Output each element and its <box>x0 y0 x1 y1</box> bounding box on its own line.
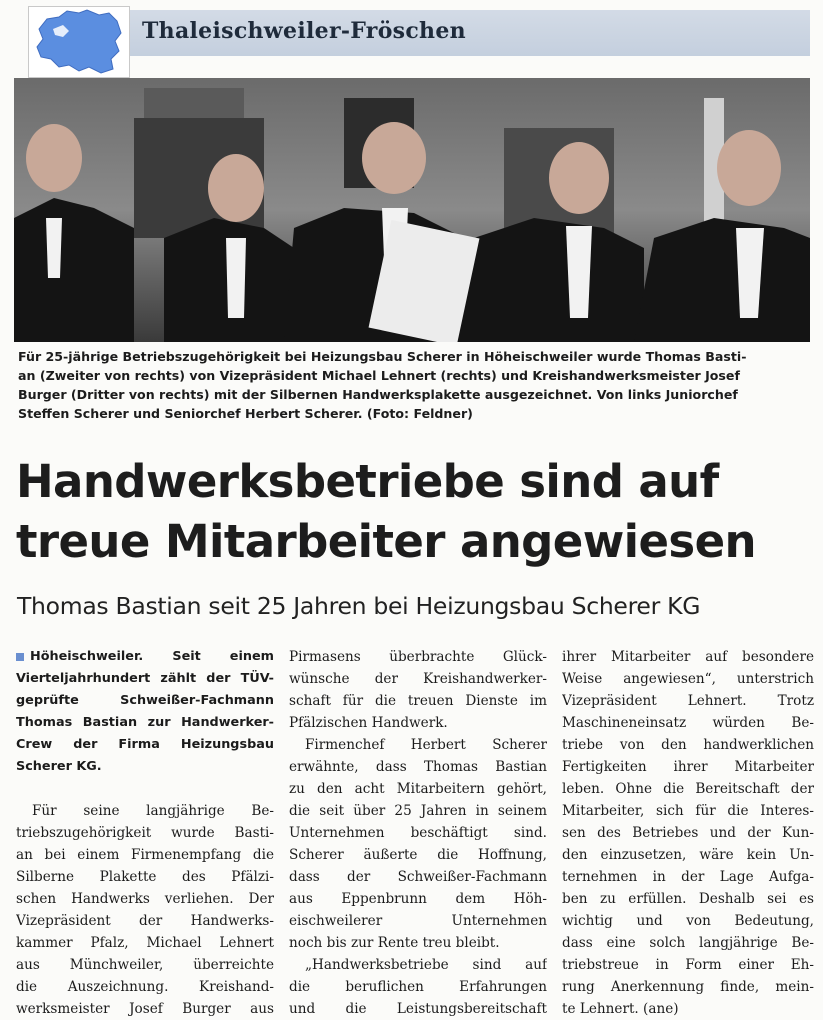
article-column-3 <box>562 646 814 1020</box>
body-line: Mitarbeiter, sich für die Interes- <box>562 803 814 819</box>
lead-line: Scherer KG. <box>16 759 102 774</box>
body-line: triebszugehörigkeit wurde Basti- <box>16 825 274 841</box>
body-line: leben. Ohne die Bereitschaft der <box>562 781 814 797</box>
body-line: schaft für die treuen Dienste im <box>289 693 547 709</box>
body-line: die seit über 25 Jahren in seinem <box>289 803 547 819</box>
body-line: ihrer Mitarbeiter auf besondere <box>562 649 814 665</box>
caption-line: an (Zweiter von rechts) von Vizepräsident Michael Lehnert (rechts) und Kreishandwerksmeister Josef <box>18 368 740 383</box>
body-line: Vizepräsident Lehnert. Trotz <box>562 693 814 709</box>
body-line: werksmeister Josef Burger aus <box>16 1001 274 1017</box>
lead-line <box>16 646 274 668</box>
body-line: ben zu erfüllen. Deshalb sei es <box>562 891 814 907</box>
caption-line: Burger (Dritter von rechts) mit der Silbernen Handwerksplakette ausgezeichnet. Von links Juniorchef <box>18 387 738 402</box>
body-line: rung Anerkennung finde, mein- <box>562 979 814 995</box>
body-line: te Lehnert. (ane) <box>562 1001 679 1017</box>
body-line: aus Münchweiler, überreichte <box>16 957 274 973</box>
body-line: Firmenchef Herbert Scherer <box>305 737 547 753</box>
article-column-1 <box>16 646 274 1020</box>
body-line: noch bis zur Rente treu bleibt. <box>289 935 500 951</box>
caption-line: Steffen Scherer und Seniorchef Herbert Scherer. (Foto: Feldner) <box>18 406 473 421</box>
body-line: Weise angewiesen“, unterstrich <box>562 671 814 687</box>
bullet-icon <box>16 653 24 661</box>
article-headline <box>16 452 811 572</box>
body-line: triebstreue in Form einer Eh- <box>562 957 814 973</box>
article-column-2 <box>289 646 547 1020</box>
lead-line: Thomas Bastian zur Handwerker- <box>16 715 274 730</box>
section-title: Thaleischweiler-Fröschen <box>142 18 466 44</box>
photo-group-five-men <box>14 78 810 342</box>
lead-line: Vierteljahrhundert zählt der TÜV- <box>16 671 274 686</box>
body-line: und die Leistungsbereitschaft <box>289 1001 547 1017</box>
body-line: die beruflichen Erfahrungen <box>289 979 547 995</box>
body-line: aus Eppenbrunn dem Höh- <box>289 891 547 907</box>
body-line: Pfälzischen Handwerk. <box>289 715 448 731</box>
paragraph-gap <box>16 778 274 800</box>
headline-line: treue Mitarbeiter angewiesen <box>16 515 756 568</box>
body-line: dass eine solch langjährige Be- <box>562 935 814 951</box>
lead-line: geprüfte Schweißer-Fachmann <box>16 693 274 708</box>
lead-line: Crew der Firma Heizungsbau <box>16 737 274 752</box>
body-line: triebe von den handwerklichen <box>562 737 814 753</box>
body-line: Für seine langjährige Be- <box>32 803 274 819</box>
body-line: den einzusetzen, wäre kein Un- <box>562 847 814 863</box>
body-line: Maschineneinsatz würden Be- <box>562 715 814 731</box>
headline-line: Handwerksbetriebe sind auf <box>16 455 719 508</box>
body-line: eischweilerer Unternehmen <box>289 913 547 929</box>
body-line: Fertigkeiten ihrer Mitarbeiter <box>562 759 814 775</box>
body-line: zu den acht Mitarbeitern gehört, <box>289 781 547 797</box>
body-line: an bei einem Firmenempfang die <box>16 847 274 863</box>
photo-caption <box>18 347 810 423</box>
body-line: sen des Betriebes und der Kun- <box>562 825 814 841</box>
body-line: Unternehmen beschäftigt sind. <box>289 825 547 841</box>
body-line: Vizepräsident der Handwerks- <box>16 913 274 929</box>
body-line: kammer Pfalz, Michael Lehnert <box>16 935 274 951</box>
body-line: wichtig und von Bedeutung, <box>562 913 814 929</box>
article-subheadline: Thomas Bastian seit 25 Jahren bei Heizungsbau Scherer KG <box>17 592 701 620</box>
body-line: schen Handwerks verliehen. Der <box>16 891 274 907</box>
body-line: „Handwerksbetriebe sind auf <box>305 957 547 973</box>
body-line: Pirmasens überbrachte Glück- <box>289 649 547 665</box>
body-line: Silberne Plakette des Pfälzi- <box>16 869 274 885</box>
region-map-icon <box>28 6 130 78</box>
body-line: dass der Schweißer-Fachmann <box>289 869 547 885</box>
body-line: die Auszeichnung. Kreishand- <box>16 979 274 995</box>
body-line: Scherer äußerte die Hoffnung, <box>289 847 547 863</box>
caption-line: Für 25-jährige Betriebszugehörigkeit bei Heizungsbau Scherer in Höheischweiler wurde Thomas Basti- <box>18 349 747 364</box>
body-line: ternehmen in der Lage Aufga- <box>562 869 814 885</box>
body-line: erwähnte, dass Thomas Bastian <box>289 759 547 775</box>
lead-text: Höheischweiler. Seit einem <box>30 649 274 664</box>
body-line: wünsche der Kreishandwerker- <box>289 671 547 687</box>
